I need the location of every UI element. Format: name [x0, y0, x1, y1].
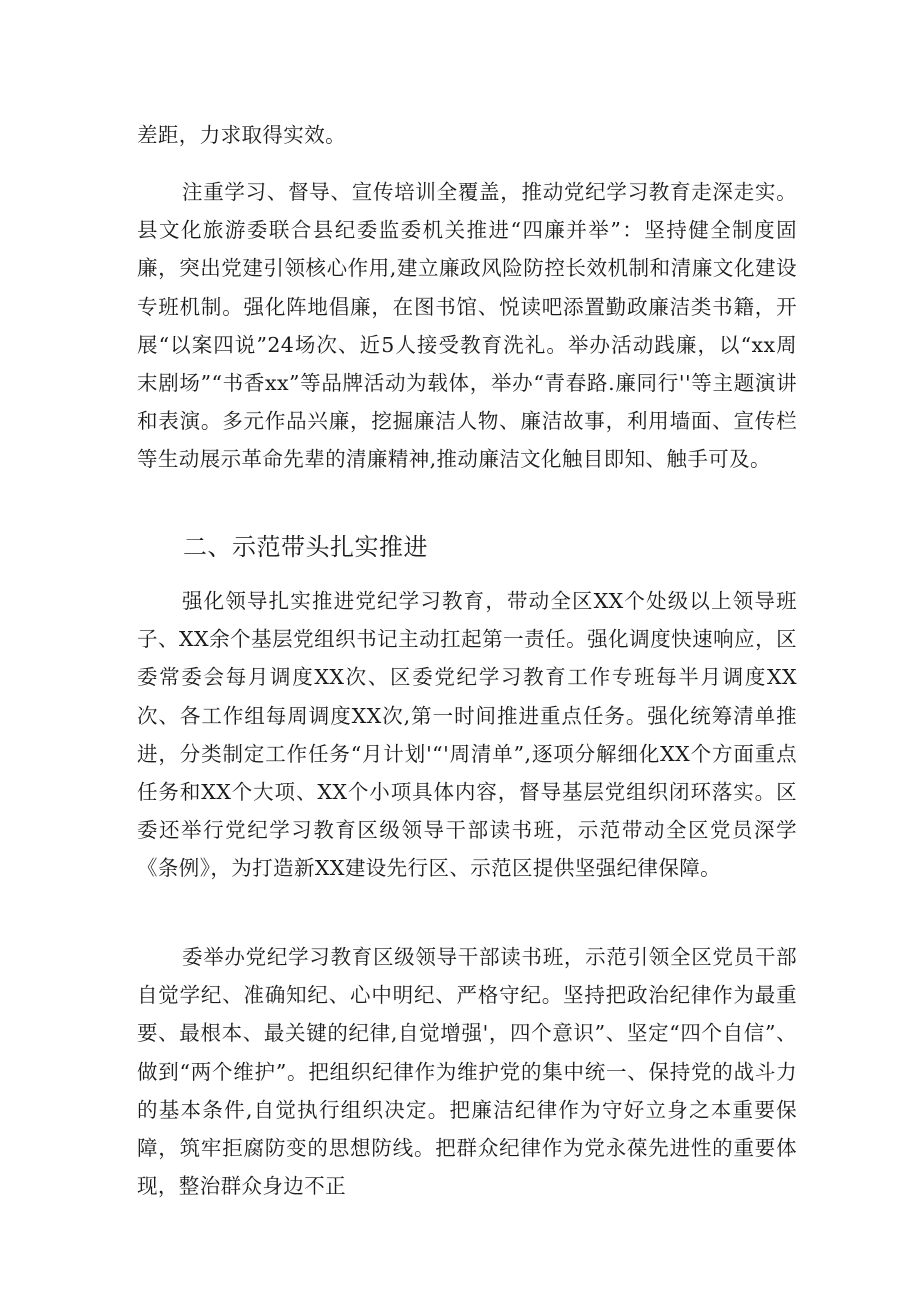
paragraph-clean-culture: 注重学习、督导、宣传培训全覆盖，推动党纪学习教育走深走实。县文化旅游委联合县纪委监委机关推进“四廉并举”：坚持健全制度固廉，突出党建引领核心作用,建立廉政风险防控长效机制和清廉文化建设专班机制。强化阵地倡廉，在图书馆、悦读吧添置勤政廉洁类书籍，开展“以案四说”24场次、近5人接受教育洗礼。举办活动践廉，以“xx周末剧场”“书香xx”等品牌活动为载体，举办“青春路.廉同行''等主题演讲和表演。多元作品兴廉，挖掘廉洁人物、廉洁故事，利用墙面、宣传栏等生动展示革命先辈的清廉精神,推动廉洁文化触目即知、触手可及。 — [137, 180, 797, 472]
paragraph-leadership: 强化领导扎实推进党纪学习教育，带动全区XX个处级以上领导班子、XX余个基层党组织书记主动扛起第一责任。强化调度快速响应，区委常委会每月调度XX次、区委党纪学习教育工作专班每半月调度XX次、各工作组每周调度XX次,第一时间推进重点任务。强化统筹清单推进，分类制定工作任务“月计划'“'周清单”,逐项分解细化XX个方面重点任务和XX个大项、XX个小项具体内容，督导基层党组织闭环落实。区委还举行党纪学习教育区级领导干部读书班，示范带动全区党员深学《条例》，为打造新XX建设先行区、示范区提供坚强纪律保障。 — [137, 589, 797, 881]
paragraph-reading-class: 委举办党纪学习教育区级领导干部读书班，示范引领全区党员干部自觉学纪、准确知纪、心中明纪、严格守纪。坚持把政治纪律作为最重要、最根本、最关键的纪律,自觉增强'，四个意识”、坚定“四个自信”、做到“两个维护”。把组织纪律作为维护党的集中统一、保持党的战斗力的基本条件,自觉执行组织决定。把廉洁纪律作为守好立身之本重要保障，筑牢拒腐防变的思想防线。把群众纪律作为党永葆先进性的重要体现，整治群众身边不正 — [137, 945, 797, 1199]
section-heading: 二、示范带头扎实推进 — [183, 533, 428, 561]
paragraph-continuation: 差距，力求取得实效。 — [137, 123, 346, 147]
